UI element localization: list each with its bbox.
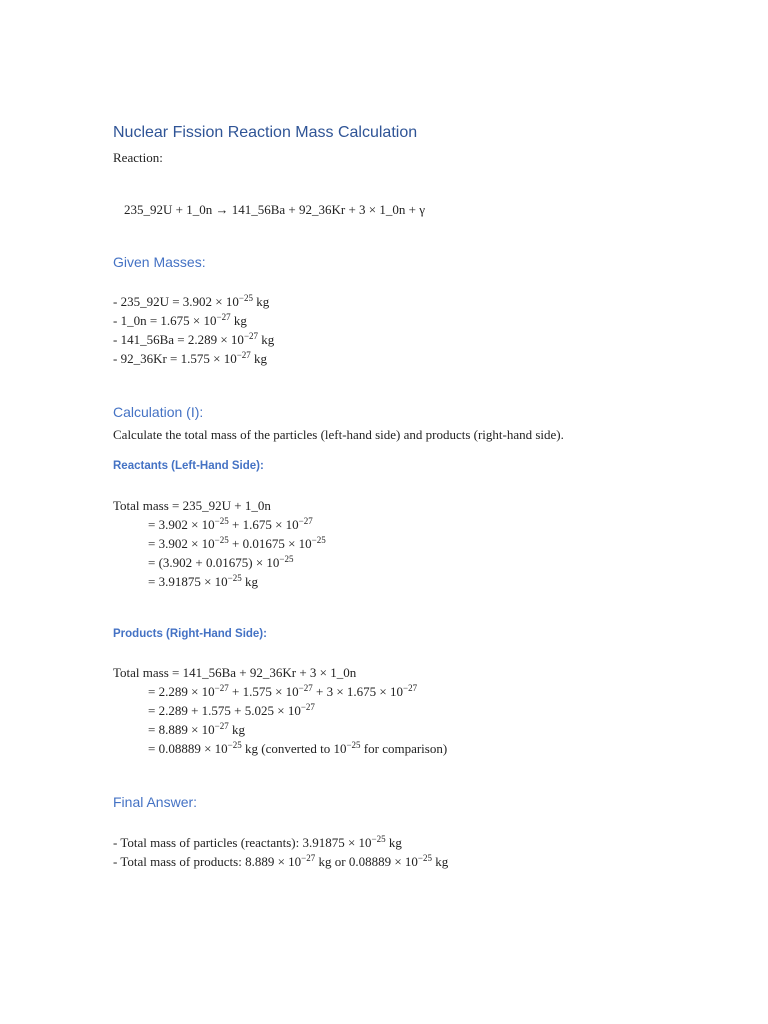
reactants-line: = $3.902 \times 10^{-25} + 0.01675 \times 10^{-25}$ bbox=[148, 535, 326, 551]
calculation-heading: Calculation (I): bbox=[113, 404, 204, 420]
products-line: Total mass = 141_56Ba + 92_36Kr + 3 × 1_0n bbox=[113, 665, 357, 680]
reactants-line: = $3.902 \times 10^{-25} + 1.675 \times 10^{-27}$ bbox=[148, 516, 313, 532]
products-line: = $2.289 + 1.575 + 5.025 \times 10^{-27}$ bbox=[148, 702, 315, 718]
given-item-krypton: - 92_36Kr = $1.575 \times 10^{-27}$ kg bbox=[113, 350, 268, 366]
reaction-label: Reaction: bbox=[113, 150, 163, 165]
reactants-line: Total mass = 235_92U + 1_0n bbox=[113, 498, 271, 513]
given-masses-list bbox=[113, 293, 274, 369]
reactants-calculation bbox=[113, 497, 326, 592]
reactants-line: = $(3.902 + 0.01675) \times 10^{-25}$ bbox=[148, 554, 294, 570]
final-answer-reactants: - Total mass of particles (reactants): $3.91875 \times 10^{-25}$ kg bbox=[113, 834, 402, 850]
given-item-uranium: - 235_92U = $3.902 \times 10^{-25}$ kg bbox=[113, 293, 270, 309]
products-line: = $2.289 \times 10^{-27} + 1.575 \times 10^{-27} + 3 \times 1.675 \times 10^{-27}$ bbox=[148, 683, 418, 699]
products-line: = $8.889 \times 10^{-27}$ kg bbox=[148, 721, 245, 737]
calculation-intro: Calculate the total mass of the particles (left-hand side) and products (right-hand side). bbox=[113, 427, 564, 442]
final-answer-products: - Total mass of products: $8.889 \times 10^{-27}$ kg or $0.08889 \times 10^{-25}$ kg bbox=[113, 853, 449, 869]
given-item-neutron: - 1_0n = $1.675 \times 10^{-27}$ kg bbox=[113, 312, 247, 328]
products-calculation bbox=[113, 664, 447, 759]
given-item-barium: - 141_56Ba = $2.289 \times 10^{-27}$ kg bbox=[113, 331, 275, 347]
final-answer-heading: Final Answer: bbox=[113, 794, 198, 810]
document-title: Nuclear Fission Reaction Mass Calculation bbox=[113, 124, 418, 141]
reactants-line: = $3.91875 \times 10^{-25}$ kg bbox=[148, 573, 258, 589]
reactants-heading: Reactants (Left-Hand Side): bbox=[113, 460, 264, 472]
products-heading: Products (Right-Hand Side): bbox=[113, 628, 267, 640]
given-masses-heading: Given Masses: bbox=[113, 254, 206, 270]
products-line: = $0.08889 \times 10^{-25}$ kg (converted to $10^{-25}$ for comparison) bbox=[148, 740, 448, 756]
reaction-equation: 235_92U + 1_0n → 141_56Ba + 92_36Kr + 3 × 1_0n + γ bbox=[124, 202, 425, 217]
final-answer-list bbox=[113, 834, 448, 872]
